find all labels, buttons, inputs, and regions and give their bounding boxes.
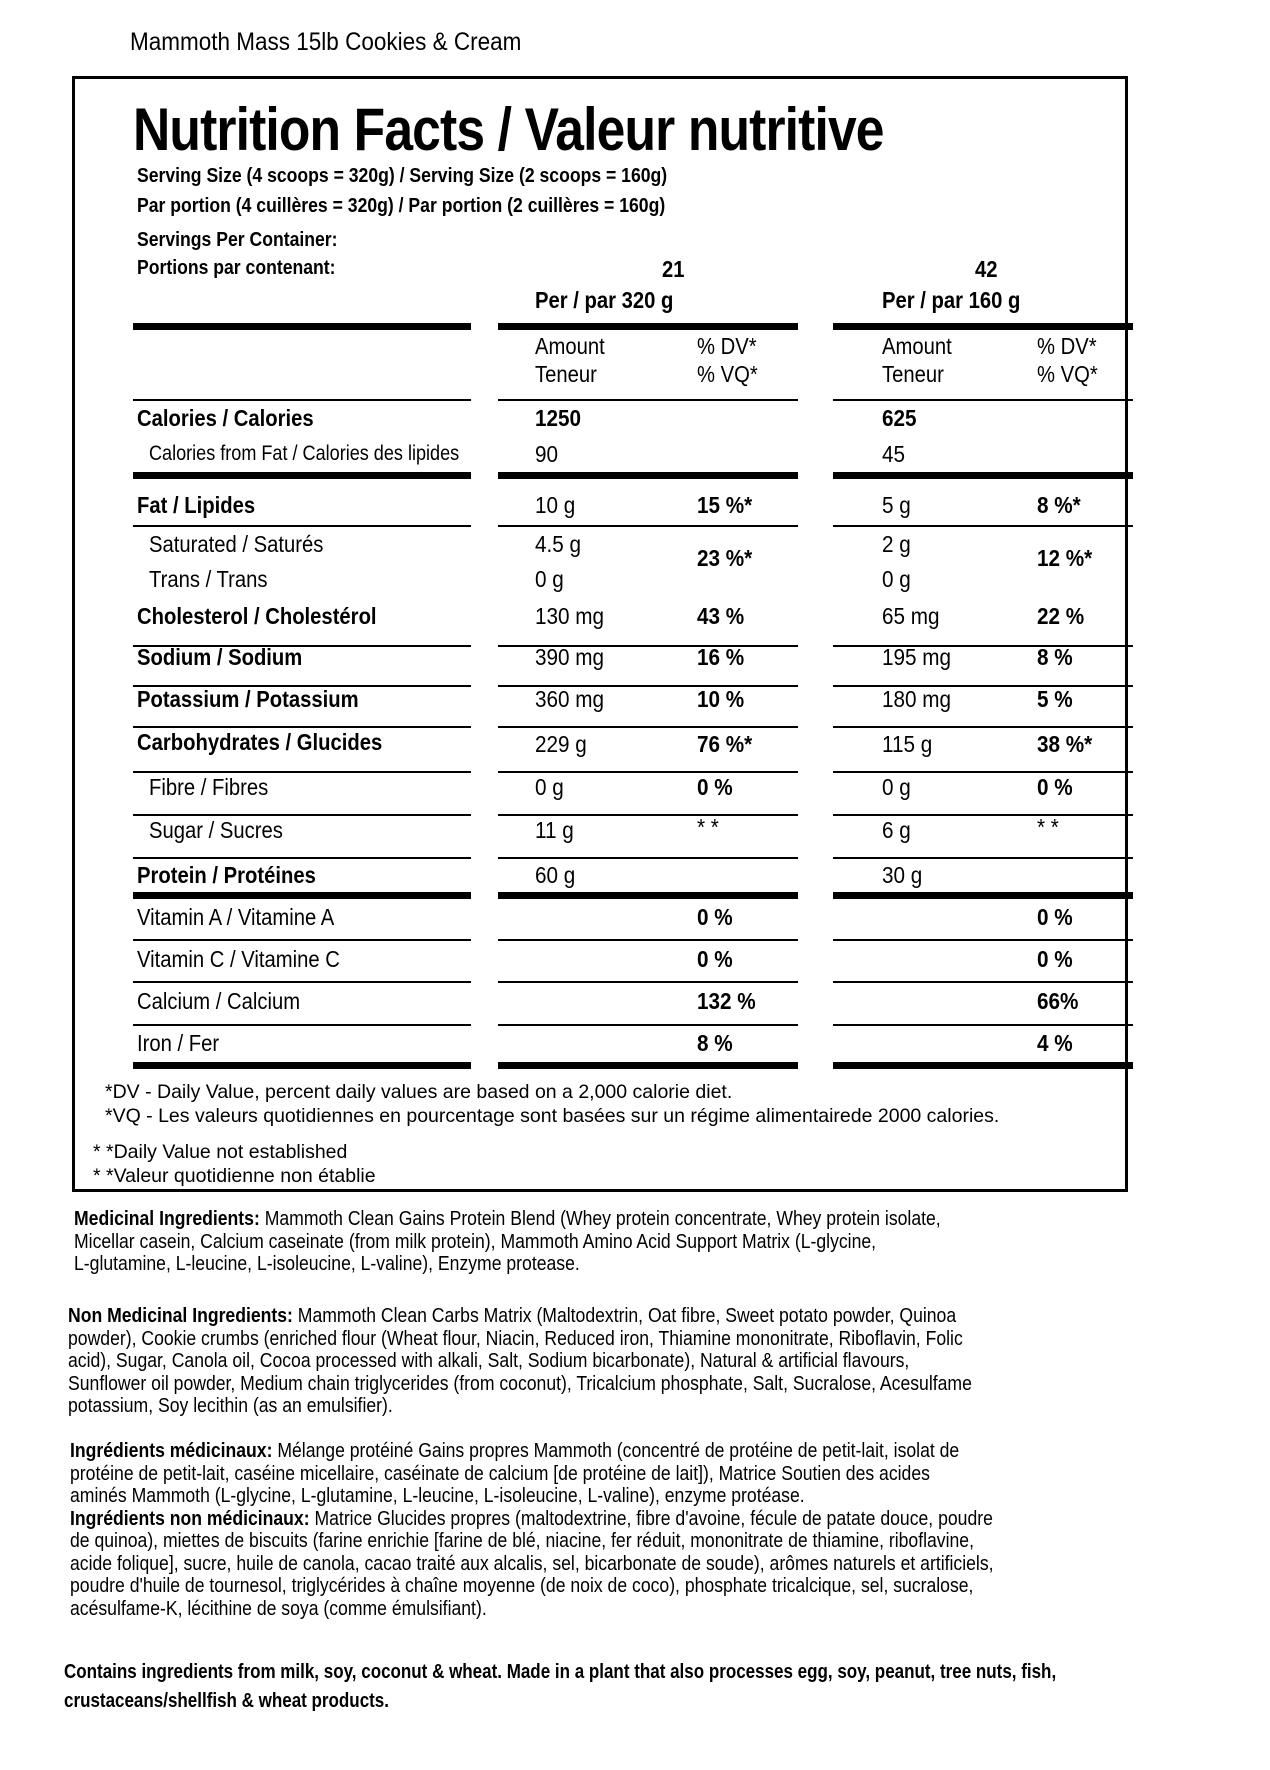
amount-col2-protein: 30 g xyxy=(882,862,923,888)
amount-col1-potassium: 360 mg xyxy=(535,686,605,712)
footnote-vq-non-etablie: * *Valeur quotidienne non établie xyxy=(93,1165,376,1187)
thick-rule xyxy=(498,323,798,330)
amount-header-col1: Amount xyxy=(535,333,605,359)
thick-rule xyxy=(133,472,471,479)
serving-size-en: Serving Size (4 scoops = 320g) / Serving Size (2 scoops = 160g) xyxy=(137,165,668,187)
teneur-header-col2: Teneur xyxy=(882,361,944,387)
medicinal-ingredients-line: Micellar casein, Calcium caseinate (from milk protein), Mammoth Amino Acid Support Matrix (L-glycine, xyxy=(74,1230,877,1253)
allergen-line: Contains ingredients from milk, soy, coconut & wheat. Made in a plant that also processes egg, soy, peanut, tree nuts, fish, xyxy=(64,1661,1057,1683)
thin-rule xyxy=(833,645,1133,647)
amount-col2-calories: 625 xyxy=(882,405,917,431)
thick-rule xyxy=(133,323,471,330)
fr-medicinal-ingredients-line: Mélange protéiné Gains propres Mammoth (concentré de protéine de petit-lait, isolat de xyxy=(272,1440,960,1462)
fr-medicinal-ingredients-line: protéine de petit-lait, caséine micellaire, caséinate de calcium [de protéine de lait]), Matrice Soutien des acides xyxy=(70,1462,930,1485)
fr-non-medicinal-ingredients-line: Matrice Glucides propres (maltodextrine, fibre d'avoine, fécule de patate douce, poudre xyxy=(309,1507,993,1530)
dv-col2-vitamin-a: 0 % xyxy=(1037,904,1073,930)
amount-col1-protein: 60 g xyxy=(535,862,576,888)
thin-rule xyxy=(498,525,798,527)
dv-col1-fat: 15 %* xyxy=(697,492,753,518)
per-amount-col1: Per / par 320 g xyxy=(535,287,674,313)
thin-rule xyxy=(133,981,471,983)
footnote-vq: *VQ - Les valeurs quotidiennes en pourcentage sont basées sur un régime alimentairede 2000 calories. xyxy=(105,1105,1000,1127)
amount-col2-saturated: 2 g xyxy=(882,531,911,557)
thin-rule xyxy=(833,814,1133,816)
medicinal-ingredients xyxy=(74,1208,941,1276)
amount-col1-fibre: 0 g xyxy=(535,774,564,800)
dv-col1-cholesterol: 43 % xyxy=(697,603,745,629)
dv-col2-cholesterol: 22 % xyxy=(1037,603,1085,629)
amount-col1-sugar: 11 g xyxy=(535,817,574,843)
dv-col1-sugar: * * xyxy=(697,814,719,840)
dv-col1-saturated-trans: 23 %* xyxy=(697,545,753,571)
dv-col2-carbohydrates: 38 %* xyxy=(1037,731,1093,757)
vq-header-col1: % VQ* xyxy=(697,361,758,387)
nutrient-label-calcium: Calcium / Calcium xyxy=(137,988,301,1014)
nutrition-facts-panel xyxy=(72,76,1128,1192)
thin-rule xyxy=(833,726,1133,728)
amount-col1-calories: 1250 xyxy=(535,405,582,431)
amount-col1-trans: 0 g xyxy=(535,566,564,592)
dv-col2-fat: 8 %* xyxy=(1037,492,1081,518)
dv-col2-potassium: 5 % xyxy=(1037,686,1073,712)
non-medicinal-ingredients-line: acid), Sugar, Canola oil, Cocoa processed with alkali, Salt, Sodium bicarbonate), Natural & artificial flavours, xyxy=(68,1350,910,1372)
dv-col1-potassium: 10 % xyxy=(697,686,745,712)
nutrient-label-sugar: Sugar / Sucres xyxy=(149,817,283,843)
fr-medicinal-ingredients xyxy=(70,1440,994,1620)
servings-per-container-en: Servings Per Container: xyxy=(137,229,338,251)
amount-col2-sugar: 6 g xyxy=(882,817,911,843)
servings-count-col2: 42 xyxy=(975,256,998,282)
footnote-dv-not-established: * *Daily Value not established xyxy=(93,1141,348,1163)
non-medicinal-ingredients-label: Non Medicinal Ingredients: xyxy=(68,1305,293,1327)
thin-rule xyxy=(498,399,798,401)
nutrient-label-fibre: Fibre / Fibres xyxy=(149,774,269,800)
thin-rule xyxy=(133,771,471,773)
thin-rule xyxy=(833,525,1133,527)
nutrient-label-fat: Fat / Lipides xyxy=(137,492,256,518)
non-medicinal-ingredients-line: powder), Cookie crumbs (enriched flour (Wheat flour, Niacin, Reduced iron, Thiamine mononitrate, Riboflavin, Folic xyxy=(68,1327,963,1350)
thin-rule xyxy=(498,771,798,773)
amount-col2-cholesterol: 65 mg xyxy=(882,603,940,629)
dv-col2-iron: 4 % xyxy=(1037,1030,1073,1056)
thin-rule xyxy=(133,814,471,816)
thin-rule xyxy=(133,939,471,941)
non-medicinal-ingredients-line: Mammoth Clean Carbs Matrix (Maltodextrin, Oat fibre, Sweet potato powder, Quinoa xyxy=(292,1305,957,1327)
thick-rule xyxy=(833,472,1133,479)
teneur-header-col1: Teneur xyxy=(535,361,597,387)
thick-rule xyxy=(833,323,1133,330)
medicinal-ingredients-line: L-glutamine, L-leucine, L-isoleucine, L-valine), Enzyme protease. xyxy=(74,1253,580,1275)
servings-per-container-fr: Portions par contenant: xyxy=(137,257,336,279)
thin-rule xyxy=(833,939,1133,941)
thin-rule xyxy=(498,1024,798,1026)
amount-col2-carbohydrates: 115 g xyxy=(882,731,933,757)
dv-col2-fibre: 0 % xyxy=(1037,774,1073,800)
dv-col2-sodium: 8 % xyxy=(1037,644,1073,670)
nutrient-label-vitamin-a: Vitamin A / Vitamine A xyxy=(137,904,335,930)
thick-rule xyxy=(133,892,471,899)
nutrient-label-trans: Trans / Trans xyxy=(149,566,268,592)
dv-col2-saturated-trans: 12 %* xyxy=(1037,545,1093,571)
thin-rule xyxy=(498,814,798,816)
nutrient-label-sodium: Sodium / Sodium xyxy=(137,644,303,670)
allergen-line: crustaceans/shellfish & wheat products. xyxy=(64,1690,389,1712)
amount-col1-carbohydrates: 229 g xyxy=(535,731,587,757)
thick-rule xyxy=(833,892,1133,899)
amount-col1-saturated: 4.5 g xyxy=(535,531,582,557)
nutrient-label-potassium: Potassium / Potassium xyxy=(137,686,359,712)
amount-col2-fibre: 0 g xyxy=(882,774,911,800)
fr-non-medicinal-ingredients-label: Ingrédients non médicinaux: xyxy=(70,1507,310,1530)
thin-rule xyxy=(133,726,471,728)
amount-col2-fat: 5 g xyxy=(882,492,911,518)
amount-col1-sodium: 390 mg xyxy=(535,644,605,670)
dv-col1-vitamin-a: 0 % xyxy=(697,904,733,930)
amount-col2-potassium: 180 mg xyxy=(882,686,952,712)
amount-col2-calories-from-fat: 45 xyxy=(882,441,906,467)
servings-count-col1: 21 xyxy=(662,256,685,282)
thin-rule xyxy=(833,981,1133,983)
nutrient-label-calories: Calories / Calories xyxy=(137,405,314,431)
thin-rule xyxy=(133,399,471,401)
amount-col2-sodium: 195 mg xyxy=(882,644,952,670)
nutrient-label-cholesterol: Cholesterol / Cholestérol xyxy=(137,603,377,629)
fr-non-medicinal-ingredients-line: poudre d'huile de tournesol, triglycérides à chaîne moyenne (de noix de coco), phosphate tricalcique, sel, sucralose, xyxy=(70,1575,974,1597)
vq-header-col2: % VQ* xyxy=(1037,361,1098,387)
thin-rule xyxy=(133,525,471,527)
dv-header-col2: % DV* xyxy=(1037,333,1097,359)
nutrient-label-protein: Protein / Protéines xyxy=(137,862,316,888)
serving-size-fr: Par portion (4 cuillères = 320g) / Par portion (2 cuillères = 160g) xyxy=(137,195,666,217)
dv-col2-calcium: 66% xyxy=(1037,988,1079,1014)
fr-non-medicinal-ingredients-line: acide folique], sucre, huile de canola, cacao traité aux alcalis, sel, bicarbonate de soude), arômes naturels et artificiels, xyxy=(70,1552,994,1575)
non-medicinal-ingredients-line: potassium, Soy lecithin (as an emulsifier). xyxy=(68,1395,393,1417)
thin-rule xyxy=(833,399,1133,401)
thick-rule xyxy=(133,1062,471,1069)
footnote-dv: *DV - Daily Value, percent daily values are based on a 2,000 calorie diet. xyxy=(105,1081,733,1103)
dv-col2-vitamin-c: 0 % xyxy=(1037,946,1073,972)
nutrient-label-calories-from-fat: Calories from Fat / Calories des lipides xyxy=(149,441,460,465)
dv-col1-fibre: 0 % xyxy=(697,774,733,800)
product-name-text: Mammoth Mass 15lb Cookies & Cream xyxy=(130,28,522,56)
thick-rule xyxy=(498,892,798,899)
amount-col1-calories-from-fat: 90 xyxy=(535,441,559,467)
nutrient-label-iron: Iron / Fer xyxy=(137,1030,220,1056)
dv-col2-sugar: * * xyxy=(1037,814,1059,840)
per-amount-col2: Per / par 160 g xyxy=(882,287,1021,313)
medicinal-ingredients-label: Medicinal Ingredients: xyxy=(74,1208,260,1230)
dv-col1-vitamin-c: 0 % xyxy=(697,946,733,972)
thin-rule xyxy=(498,939,798,941)
fr-non-medicinal-ingredients-line: acésulfame-K, lécithine de soya (comme émulsifiant). xyxy=(70,1597,487,1620)
amount-col2-trans: 0 g xyxy=(882,566,911,592)
nutrient-label-saturated: Saturated / Saturés xyxy=(149,531,324,557)
allergen-statement xyxy=(64,1658,1056,1716)
amount-col1-cholesterol: 130 mg xyxy=(535,603,605,629)
panel-title: Nutrition Facts / Valeur nutritive xyxy=(133,96,884,163)
thin-rule xyxy=(133,1024,471,1026)
nutrient-label-carbohydrates: Carbohydrates / Glucides xyxy=(137,729,383,755)
thin-rule xyxy=(498,726,798,728)
thick-rule xyxy=(833,1062,1133,1069)
fr-non-medicinal-ingredients-line: de quinoa), miettes de biscuits (farine enrichie [farine de blé, niacine, fer réduit, mononitrate de thiamine, riboflavine, xyxy=(70,1530,974,1552)
product-name xyxy=(130,28,565,57)
dv-col1-sodium: 16 % xyxy=(697,644,745,670)
amount-header-col2: Amount xyxy=(882,333,952,359)
medicinal-ingredients-line: Mammoth Clean Gains Protein Blend (Whey protein concentrate, Whey protein isolate, xyxy=(259,1208,941,1230)
nutrient-label-vitamin-c: Vitamin C / Vitamine C xyxy=(137,946,340,972)
fr-medicinal-ingredients-label: Ingrédients médicinaux: xyxy=(70,1440,273,1462)
thin-rule xyxy=(133,857,471,859)
dv-col1-iron: 8 % xyxy=(697,1030,733,1056)
non-medicinal-ingredients xyxy=(68,1305,972,1418)
dv-col1-carbohydrates: 76 %* xyxy=(697,731,753,757)
thin-rule xyxy=(833,857,1133,859)
dv-header-col1: % DV* xyxy=(697,333,757,359)
thin-rule xyxy=(833,771,1133,773)
dv-col1-calcium: 132 % xyxy=(697,988,756,1014)
thick-rule xyxy=(498,1062,798,1069)
thin-rule xyxy=(498,857,798,859)
thin-rule xyxy=(833,1024,1133,1026)
fr-medicinal-ingredients-line: aminés Mammoth (L-glycine, L-glutamine, L-leucine, L-isoleucine, L-valine), enzyme protéase. xyxy=(70,1485,805,1507)
thin-rule xyxy=(833,685,1133,687)
non-medicinal-ingredients-line: Sunflower oil powder, Medium chain triglycerides (from coconut), Tricalcium phosphate, Salt, Sucralose, Acesulfame xyxy=(68,1372,972,1395)
thin-rule xyxy=(498,981,798,983)
thick-rule xyxy=(498,472,798,479)
amount-col1-fat: 10 g xyxy=(535,492,576,518)
